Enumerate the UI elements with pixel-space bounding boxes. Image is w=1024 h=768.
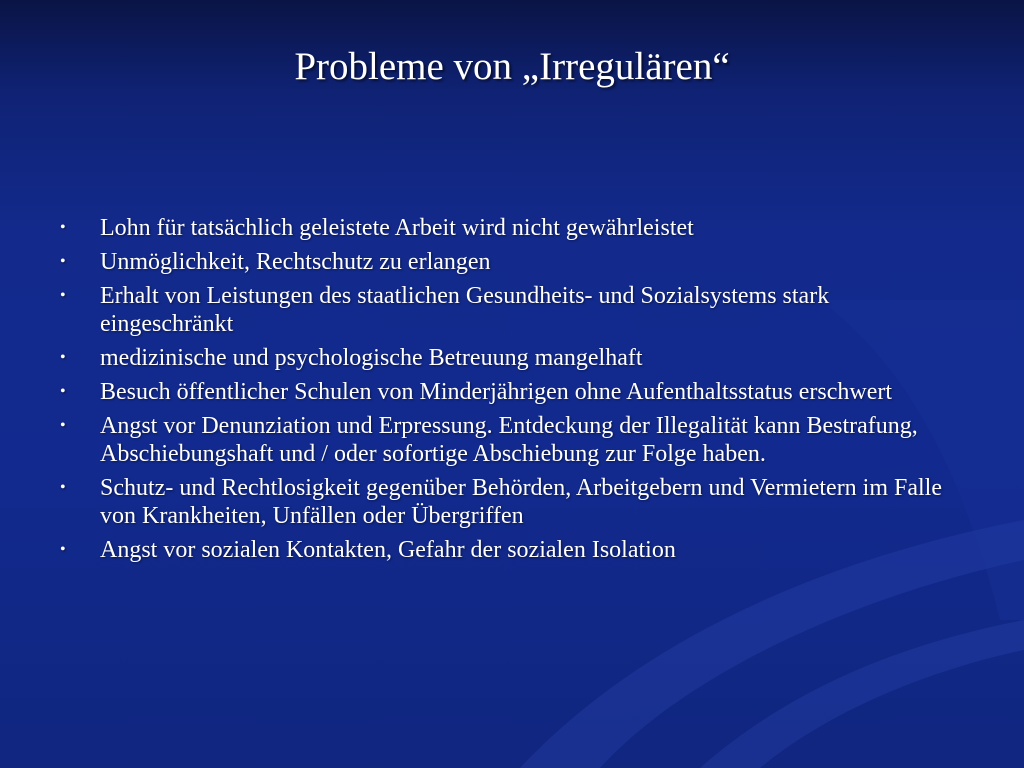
bullet-item: [60, 474, 960, 530]
bullet-item: [60, 214, 960, 242]
bullet-text: Lohn für tatsächlich geleistete Arbeit wird nicht gewährleistet: [100, 215, 694, 241]
bullet-icon: •: [60, 383, 66, 400]
bullet-item: [60, 344, 960, 372]
bullet-text: Angst vor sozialen Kontakten, Gefahr der sozialen Isolation: [100, 537, 676, 563]
bullet-item: [60, 378, 960, 406]
bullet-text: Schutz- und Rechtlosigkeit gegenüber Behörden, Arbeitgebern und Vermietern im Falle von Krankheiten, Unfällen oder Übergriffen: [100, 475, 943, 529]
bullet-item: [60, 536, 960, 564]
bullet-item: [60, 282, 960, 338]
bullet-text: medizinische und psychologische Betreuung mangelhaft: [100, 345, 643, 371]
bullet-icon: •: [60, 219, 66, 236]
bullet-icon: •: [60, 349, 66, 366]
bullet-text: Unmöglichkeit, Rechtschutz zu erlangen: [100, 249, 491, 275]
slide-title: Probleme von „Irregulären“: [294, 45, 730, 88]
bullet-item: [60, 412, 960, 468]
bullet-text: Besuch öffentlicher Schulen von Minderjährigen ohne Aufenthaltsstatus erschwert: [100, 379, 893, 405]
bullet-text: Erhalt von Leistungen des staatlichen Gesundheits- und Sozialsystems stark eingeschränkt: [100, 283, 830, 337]
bullet-icon: •: [60, 541, 66, 558]
bullet-item: [60, 248, 960, 276]
bullet-text: Angst vor Denunziation und Erpressung. Entdeckung der Illegalität kann Bestrafung, Abschiebungshaft und / oder sofortige Abschiebung zur Folge haben.: [100, 413, 918, 467]
bullet-icon: •: [60, 417, 66, 434]
bullet-list: [60, 214, 960, 570]
bullet-icon: •: [60, 287, 66, 304]
bullet-icon: •: [60, 253, 66, 270]
bullet-icon: •: [60, 479, 66, 496]
